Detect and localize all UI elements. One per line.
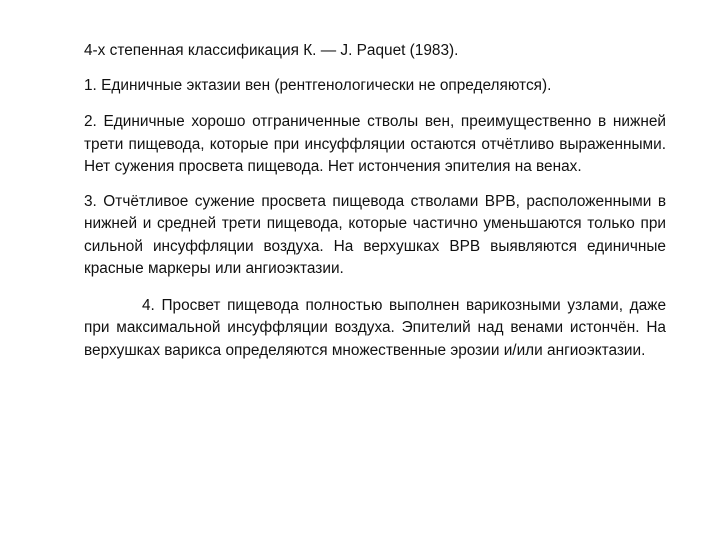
stage-3-text: 3. Отчётливое сужение просвета пищевода стволами ВРВ, расположенными в нижней и средней трети пищевода, которые частично уменьшаются только при сильной инсуффляции воздуха. На верхушках ВРВ выявляются единичные красные маркеры или ангиоэктазии.: [84, 192, 666, 277]
slide-content: [84, 40, 666, 362]
classification-title: 4-х степенная классификация К. — J. Paquet (1983).: [84, 42, 459, 59]
stage-4-text: 4. Просвет пищевода полностью выполнен варикозными узлами, даже при максимальной инсуффляции воздуха. Эпителий над венами истончён. На верхушках варикса определяются множественные эрозии и/или ангиоэктазии.: [84, 296, 666, 359]
stage-2-text: 2. Единичные хорошо отграниченные стволы вен, преимущественно в нижней трети пищевода, которые при инсуффляции остаются отчётливо выраженными. Нет сужения просвета пищевода. Нет истончения эпителия на венах.: [84, 113, 666, 175]
stage-1-text: 1. Единичные эктазии вен (рентгенологически не определяются).: [84, 76, 552, 94]
